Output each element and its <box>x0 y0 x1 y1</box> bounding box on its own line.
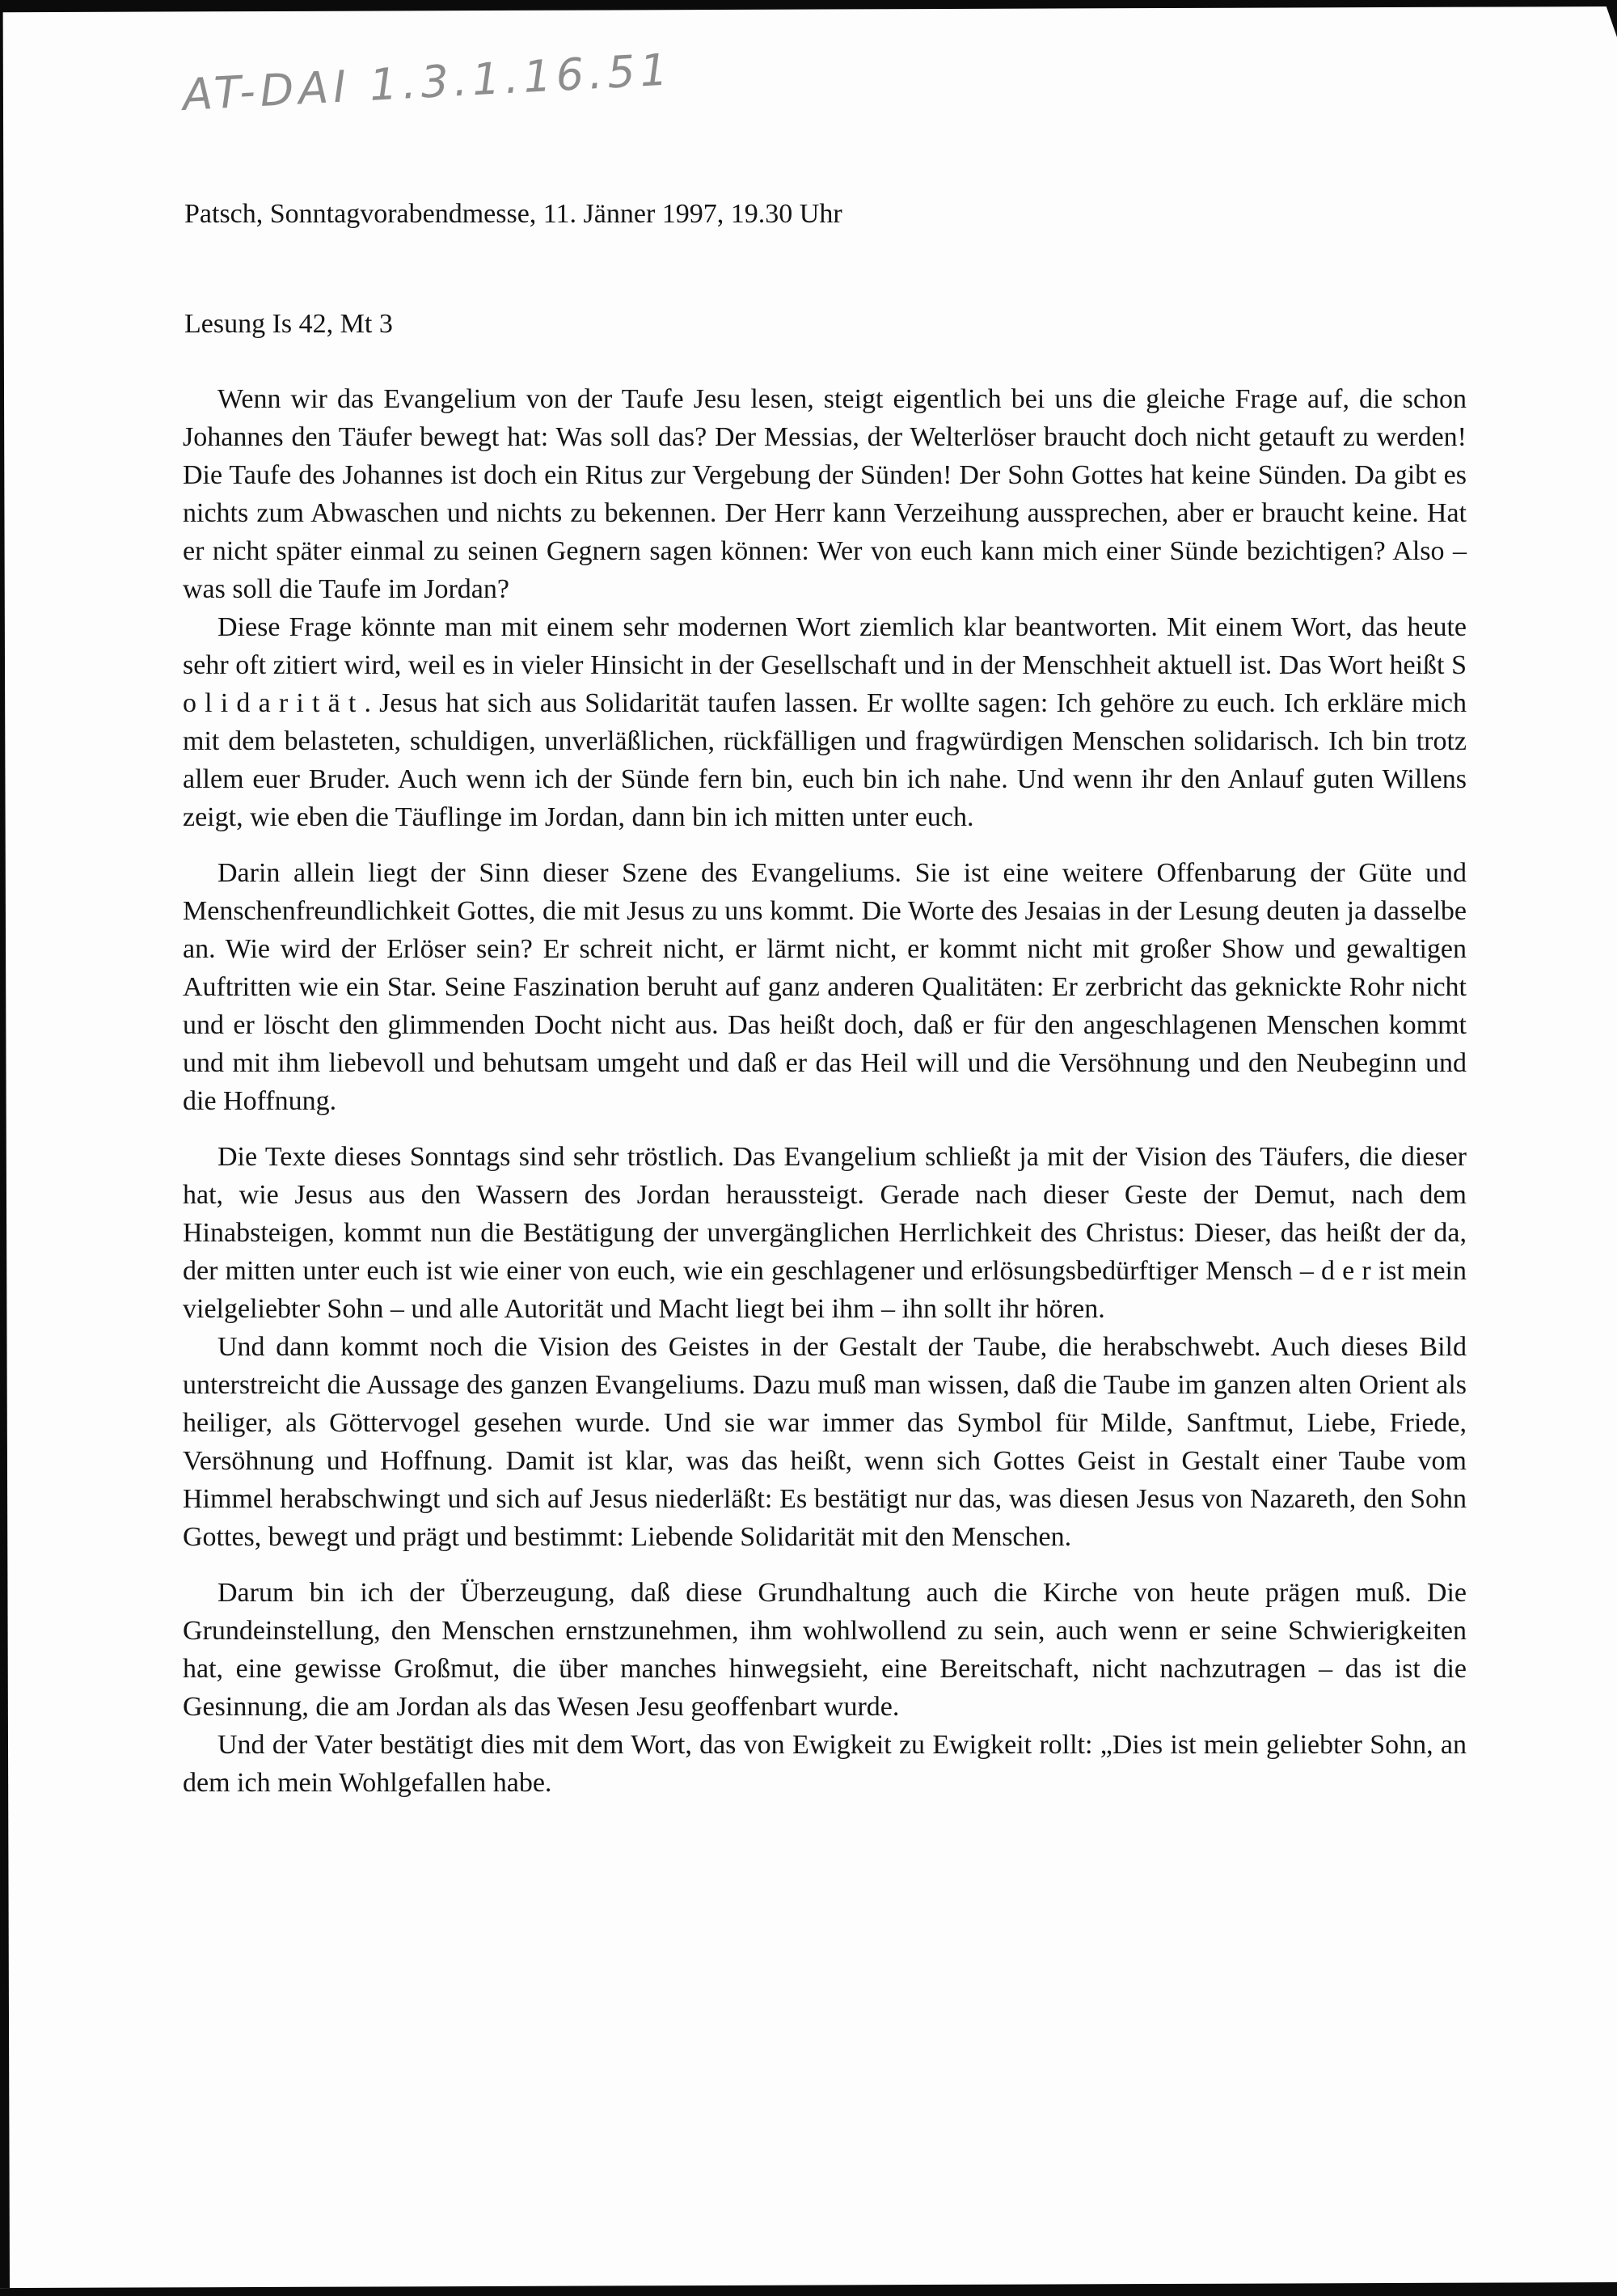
paragraph: Diese Frage könnte man mit einem sehr modernen Wort ziemlich klar beantworten. Mit einem Wort, das heute sehr oft zitiert wird, weil es in vieler Hinsicht in der Gesellschaft und in der Menschheit aktuell ist. Das Wort heißt S o l i d a r i t ä t . Jesus hat sich aus Solidarität taufen lassen. Er wollte sagen: Ich gehöre zu euch. Ich erkläre mich mit dem belasteten, schuldigen, unverläßlichen, rückfälligen und fragwürdigen Menschen solidarisch. Ich bin trotz allem euer Bruder. Auch wenn ich der Sünde fern bin, euch bin ich nahe. Und wenn ihr den Anlauf guten Willens zeigt, wie eben die Täuflinge im Jordan, dann bin ich mitten unter euch. <box>183 612 1467 832</box>
scan-edge-top <box>0 0 1617 13</box>
paragraph: Die Texte dieses Sonntags sind sehr tröstlich. Das Evangelium schließt ja mit der Vision des Täufers, die dieser hat, wie Jesus aus den Wassern des Jordan heraussteigt. Gerade nach dieser Geste der Demut, nach dem Hinabsteigen, kommt nun die Bestätigung der unvergänglichen Herrlichkeit des Christus: Dieser, das heißt der da, der mitten unter euch ist wie einer von euch, wie ein geschlagener und erlösungsbedürftiger Mensch – d e r ist mein vielgeliebter Sohn – und alle Autorität und Macht liegt bei ihm – ihn sollt ihr hören. <box>183 1142 1467 1324</box>
reading-reference-line: Lesung Is 42, Mt 3 <box>184 309 393 339</box>
sermon-body-text <box>183 380 1467 1802</box>
document-title-line: Patsch, Sonntagvorabendmesse, 11. Jänner 1997, 19.30 Uhr <box>184 199 842 229</box>
paragraph: Wenn wir das Evangelium von der Taufe Jesu lesen, steigt eigentlich bei uns die gleiche Frage auf, die schon Johannes den Täufer bewegt hat: Was soll das? Der Messias, der Welterlöser braucht doch nicht getauft zu werden! Die Taufe des Johannes ist doch ein Ritus zur Vergebung der Sünden! Der Sohn Gottes hat keine Sünden. Da gibt es nichts zum Abwaschen und nichts zu bekennen. Der Herr kann Verzeihung aussprechen, aber er braucht keine. Hat er nicht später einmal zu seinen Gegnern sagen können: Wer von euch kann mich einer Sünde bezichtigen? Also – was soll die Taufe im Jordan? <box>183 384 1467 604</box>
paragraph: Und der Vater bestätigt dies mit dem Wort, das von Ewigkeit zu Ewigkeit rollt: „Dies ist mein geliebter Sohn, an dem ich mein Wohlgefallen habe. <box>183 1730 1467 1798</box>
paragraph: Darum bin ich der Überzeugung, daß diese Grundhaltung auch die Kirche von heute prägen muß. Die Grundeinstellung, den Menschen ernstzunehmen, ihm wohlwollend zu sein, auch wenn er seine Schwierigkeiten hat, eine gewisse Großmut, die über manches hinwegsieht, eine Bereitschaft, nicht nachzutragen – das ist die Gesinnung, die am Jordan als das Wesen Jesu geoffenbart wurde. <box>183 1578 1467 1722</box>
scan-edge-left <box>0 10 10 2288</box>
scan-edge-bottom <box>0 2282 1617 2296</box>
scan-edge-top-right <box>1604 0 1617 37</box>
paragraph: Und dann kommt noch die Vision des Geistes in der Gestalt der Taube, die herabschwebt. Auch dieses Bild unterstreicht die Aussage des ganzen Evangeliums. Dazu muß man wissen, daß die Taube im ganzen alten Orient als heiliger, als Göttervogel gesehen wurde. Und sie war immer das Symbol für Milde, Sanftmut, Liebe, Friede, Versöhnung und Hoffnung. Damit ist klar, was das heißt, wenn sich Gottes Geist in Gestalt einer Taube vom Himmel herabschwingt und sich auf Jesus niederläßt: Es bestätigt nur das, was diesen Jesus von Nazareth, den Sohn Gottes, bewegt und prägt und bestimmt: Liebende Solidarität mit den Menschen. <box>183 1332 1467 1552</box>
paragraph: Darin allein liegt der Sinn dieser Szene des Evangeliums. Sie ist eine weitere Offenbarung der Güte und Menschenfreundlichkeit Gottes, die mit Jesus zu uns kommt. Die Worte des Jesaias in der Lesung deuten ja dasselbe an. Wie wird der Erlöser sein? Er schreit nicht, er lärmt nicht, er kommt nicht mit großer Show und gewaltigen Auftritten wie ein Star. Seine Faszination beruht auf ganz anderen Qualitäten: Er zerbricht das geknickte Rohr nicht und er löscht den glimmenden Docht nicht aus. Das heißt doch, daß er für den angeschlagenen Menschen kommt und mit ihm liebevoll und behutsam umgeht und daß er das Heil will und die Versöhnung und den Neubeginn und die Hoffnung. <box>183 858 1467 1116</box>
handwritten-archival-annotation: AT-DAI 1.3.1.16.51 <box>181 44 674 121</box>
